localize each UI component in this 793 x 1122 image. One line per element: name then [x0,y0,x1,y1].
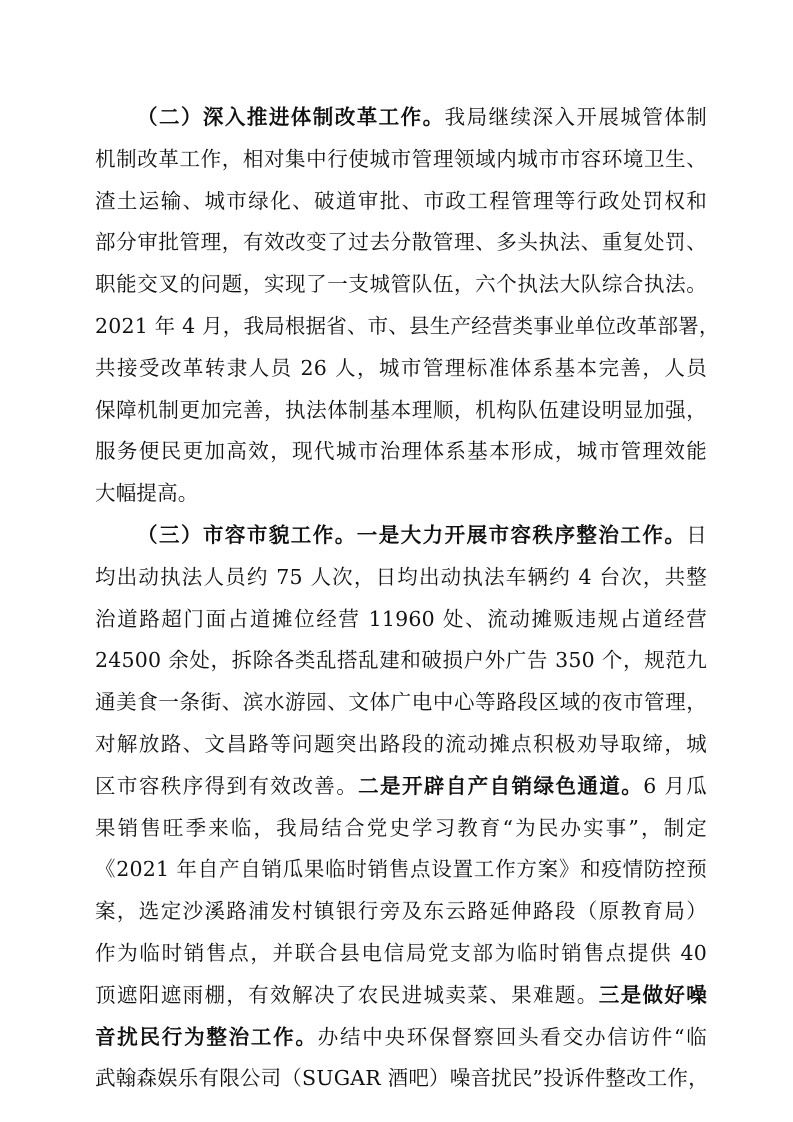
text-segment: 24500 余处，拆除各类乱搭乱建和破损户外广告 350 个，规范九 [95,648,707,673]
text-line [137,97,707,137]
text-segment: 果销售旺季来临，我局结合党史学习教育“为民办实事”，制定 [95,815,707,840]
text-segment: 均出动执法人员约 75 人次，日均出动执法车辆约 4 台次，共整 [95,564,707,589]
text-segment: 我局继续深入开展城管体制 [444,105,707,129]
text-segment: 服务便民更加高效，现代城市治理体系基本形成，城市管理效能 [95,439,707,464]
text-line [95,849,707,889]
text-line [95,348,707,388]
text-segment: 共接受改革转隶人员 26 人，城市管理标准体系基本完善，人员 [95,355,707,380]
text-line [95,473,707,513]
text-segment: 机制改革工作，相对集中行使城市管理领域内城市市容环境卫生、 [95,146,707,171]
text-line [95,264,707,304]
text-segment: 办结中央环保督察回头看交办信访件“临 [317,1024,707,1049]
text-segment: 职能交叉的问题，实现了一支城管队伍，六个执法大队综合执法。 [95,272,707,297]
text-segment: 部分审批管理，有效改变了过去分散管理、多头执法、重复处罚、 [95,230,707,255]
text-line [95,139,707,179]
text-segment: 通美食一条街、滨水游园、文体广电中心等路段区域的夜市管理， [95,690,707,715]
bold-text-segment: 音扰民行为整治工作。 [95,1024,318,1049]
text-segment: 保障机制更加完善，执法体制基本理顺，机构队伍建设明显加强， [95,397,707,422]
text-segment: 顶遮阳遮雨棚，有效解决了农民进城卖菜、果难题。 [95,982,599,1007]
text-segment: 大幅提高。 [95,481,199,506]
text-line [95,808,707,848]
text-segment: 区市容秩序得到有效改善。 [95,773,359,798]
text-line [95,975,707,1015]
bold-text-segment: 二是开辟自产自销绿色通道。 [358,773,644,798]
bold-text-segment: 三是做好噪 [598,982,708,1007]
text-segment: 作为临时销售点，并联合县电信局党支部为临时销售点提供 40 [95,941,707,965]
text-segment: 2021 年 4 月，我局根据省、市、县生产经营类事业单位改革部署， [95,314,720,338]
text-line [95,390,707,430]
text-segment: 6 月瓜 [643,773,708,798]
text-line [95,599,707,639]
text-line [95,222,707,262]
text-line [137,515,707,555]
text-segment: 对解放路、文昌路等问题突出路段的流动摊点积极劝导取缔，城 [95,732,707,756]
text-line [95,306,720,346]
text-line [95,181,707,221]
text-line [95,766,707,806]
text-line [95,640,707,680]
text-line [95,431,707,471]
bold-text-segment: （三）市容市貌工作。一是大力开展市容秩序整治工作。 [137,523,687,547]
text-segment: 武翰森娱乐有限公司（SUGAR 酒吧）噪音扰民”投诉件整改工作， [95,1066,709,1091]
text-line [95,724,707,764]
text-line [95,682,707,722]
bold-text-segment: （二）深入推进体制改革工作。 [137,105,445,129]
text-segment: 案，选定沙溪路浦发村镇银行旁及东云路延伸路段（原教育局） [95,899,707,924]
text-line [95,557,707,597]
text-line [95,1017,707,1057]
text-line [95,1058,707,1098]
text-line [95,933,707,973]
text-segment: 日 [686,523,707,547]
text-segment: 治道路超门面占道摊位经营 11960 处、流动摊贩违规占道经营 [95,606,707,631]
text-segment: 渣土运输、城市绿化、破道审批、市政工程管理等行政处罚权和 [95,188,707,213]
text-line [95,891,707,931]
text-segment: 《2021 年自产自销瓜果临时销售点设置工作方案》和疫情防控预 [95,857,707,882]
